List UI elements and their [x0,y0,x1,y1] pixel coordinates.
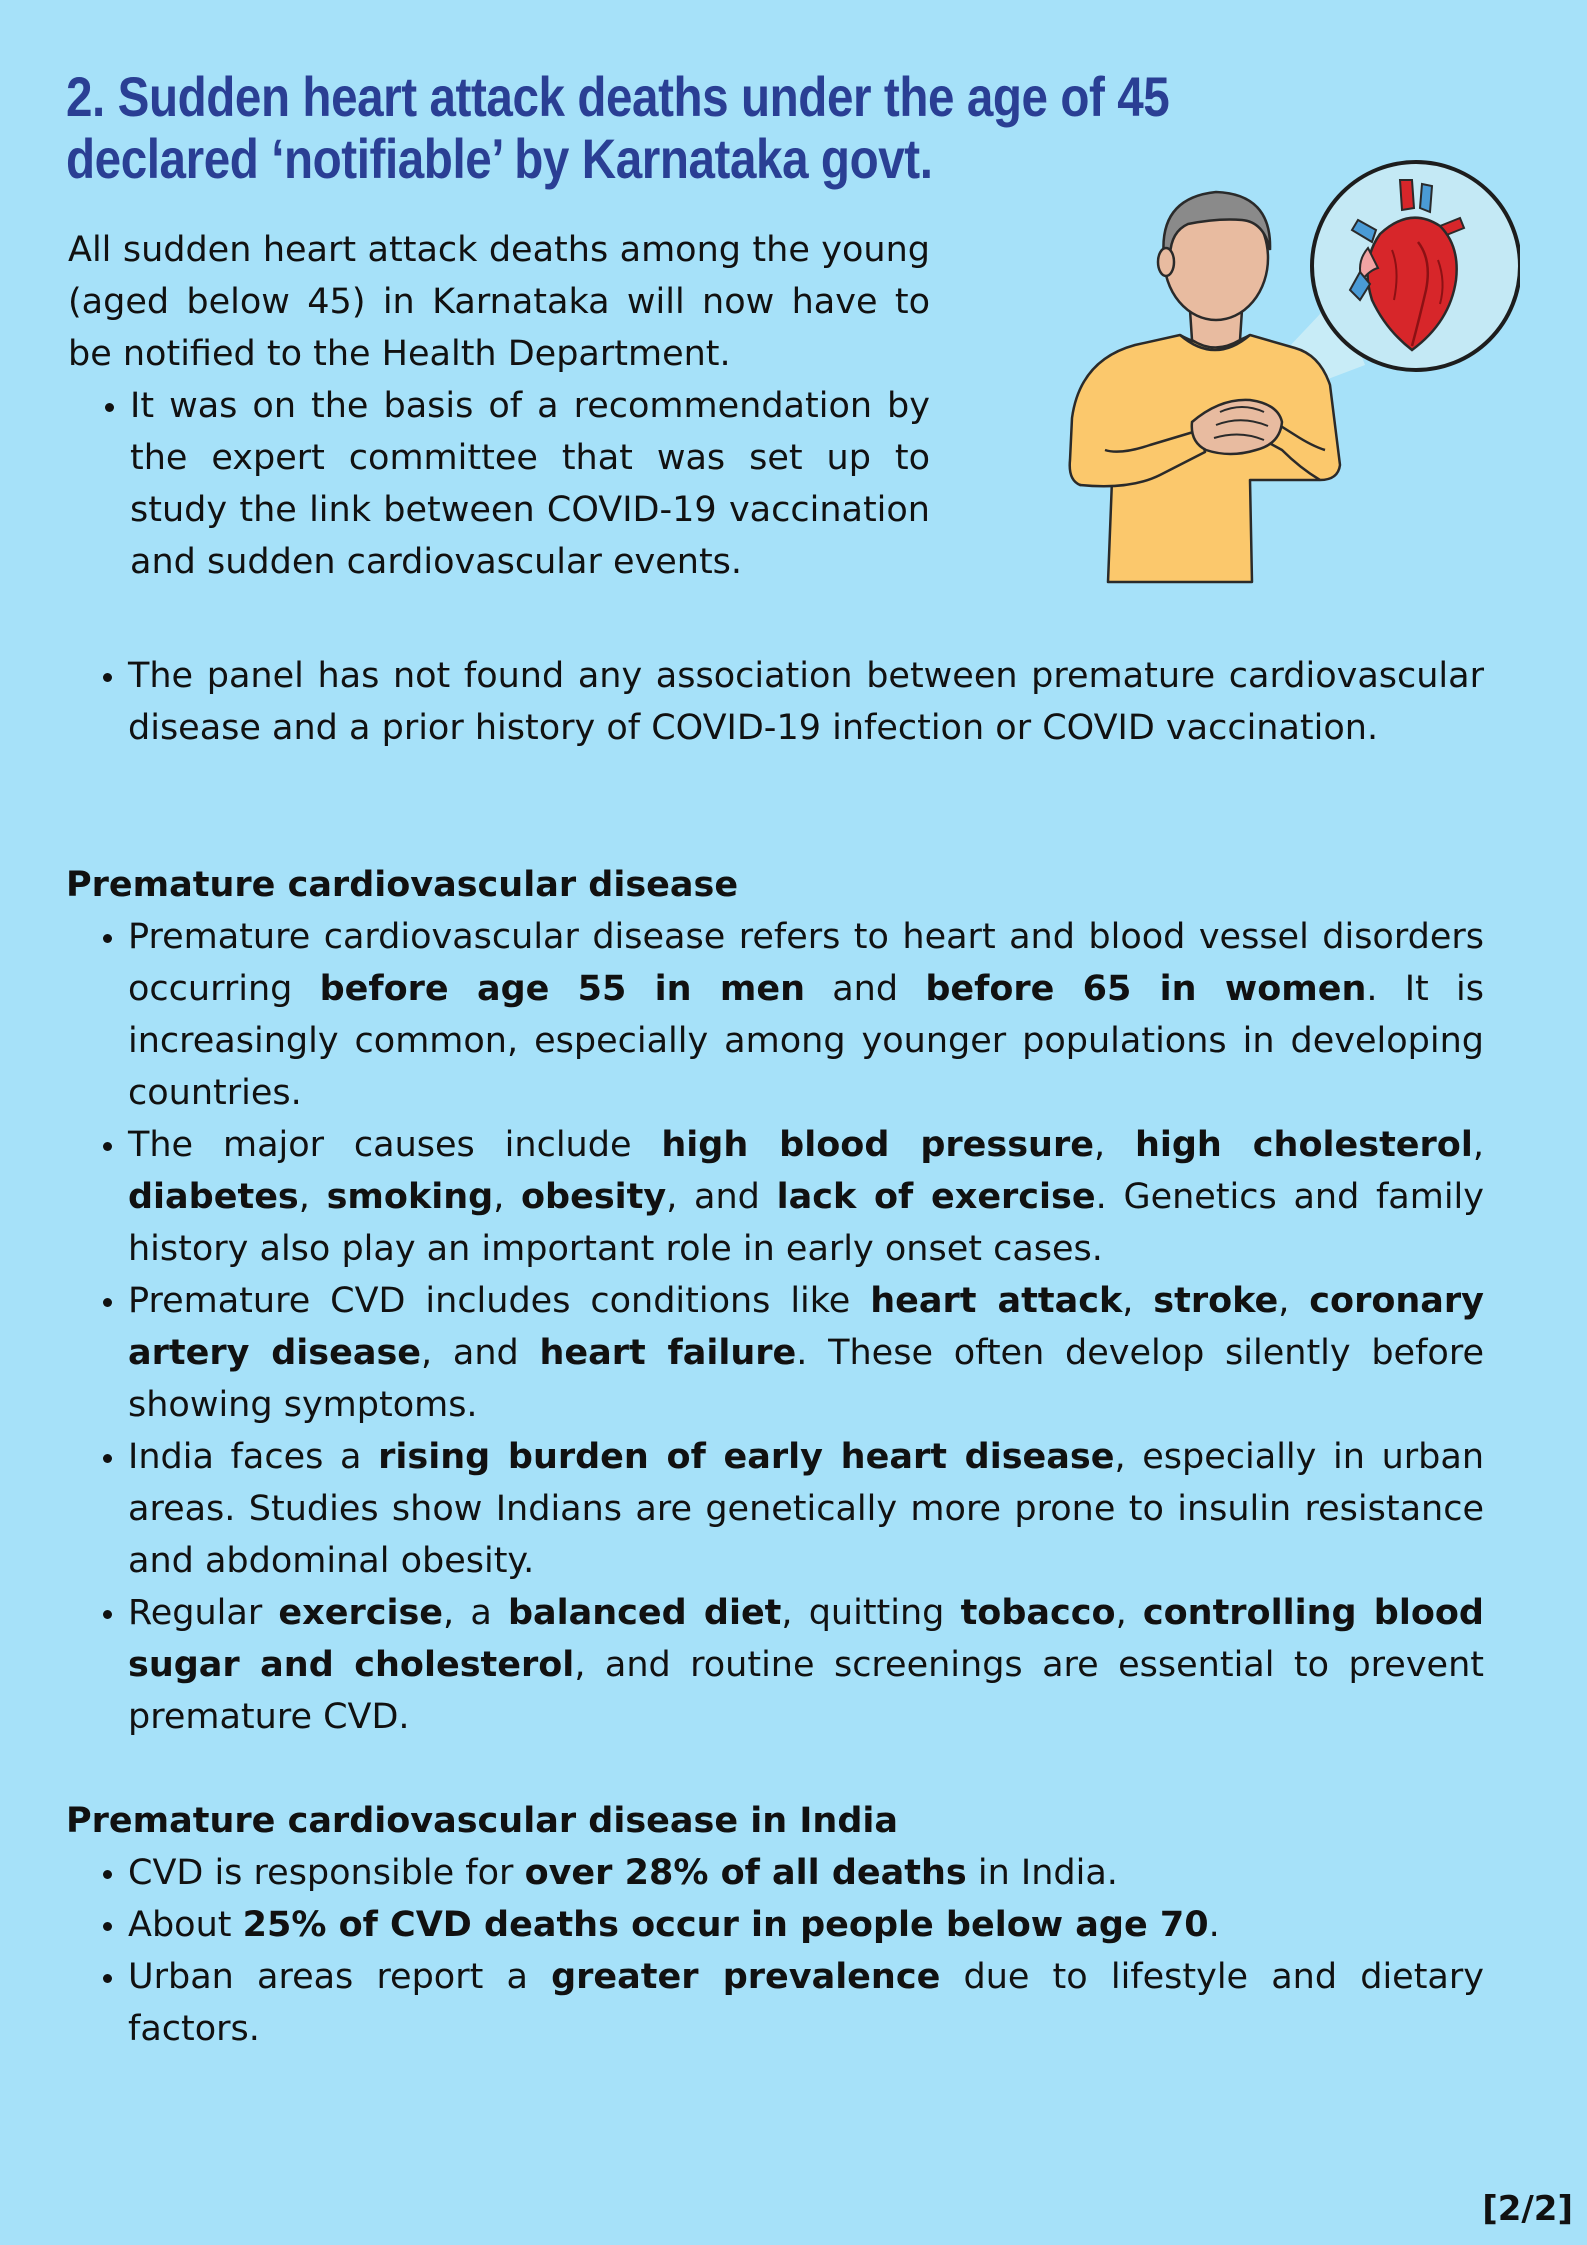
section-heading: Premature cardiovascular disease in India [66,1801,898,1841]
section-heading: Premature cardiovascular disease [66,865,739,905]
list-item: • About 25% of CVD deaths occur in people below age 70. [128,1899,1484,1951]
page-number: [2/2] [1482,2189,1573,2229]
section-list [66,1847,1484,2055]
list-item: • The major causes include high blood pressure, high cholesterol, diabetes, smoking, obesity, and lack of exercise. Genetics and family history also play an important role in early onset cases. [128,1119,1484,1275]
list-item: • Regular exercise, a balanced diet, quitting tobacco, controlling blood sugar and cholesterol, and routine screenings are essential to prevent premature CVD. [128,1587,1484,1743]
list-item: • The panel has not found any association between premature cardiovascular disease and a prior history of COVID-19 infection or COVID vaccination. [128,650,1484,754]
list-item: • CVD is responsible for over 28% of all deaths in India. [128,1847,1484,1899]
list-item: • Urban areas report a greater prevalence due to lifestyle and dietary factors. [128,1951,1484,2055]
section-list [66,911,1484,1743]
intro-list [68,380,930,588]
page-title: 2. Sudden heart attack deaths under the age of 45 declared ‘notifiable’ by Karnataka govt. [66,65,1170,190]
panel-finding-block [66,650,1484,754]
list-item: • Premature cardiovascular disease refers to heart and blood vessel disorders occurring before age 55 in men and before 65 in women. It is increasingly common, especially among younger populations in developing countries. [128,911,1484,1119]
intro-paragraph: All sudden heart attack deaths among the young (aged below 45) in Karnataka will now have to be notified to the Health Department. [68,230,930,374]
list-item: • India faces a rising burden of early heart disease, especially in urban areas. Studies show Indians are genetically more prone to insulin resistance and abdominal obesity. [128,1431,1484,1587]
panel-list [66,650,1484,754]
list-item: • Premature CVD includes conditions like heart attack, stroke, coronary artery disease, and heart failure. These often develop silently before showing symptoms. [128,1275,1484,1431]
list-item: • It was on the basis of a recommendation by the expert committee that was set up to study the link between COVID-19 vaccination and sudden cardiovascular events. [130,380,930,588]
intro-block [68,224,930,588]
section-cvd-india [66,1795,1484,2055]
man-clutching-chest-icon [1020,150,1520,590]
section-premature-cvd [66,859,1484,1743]
